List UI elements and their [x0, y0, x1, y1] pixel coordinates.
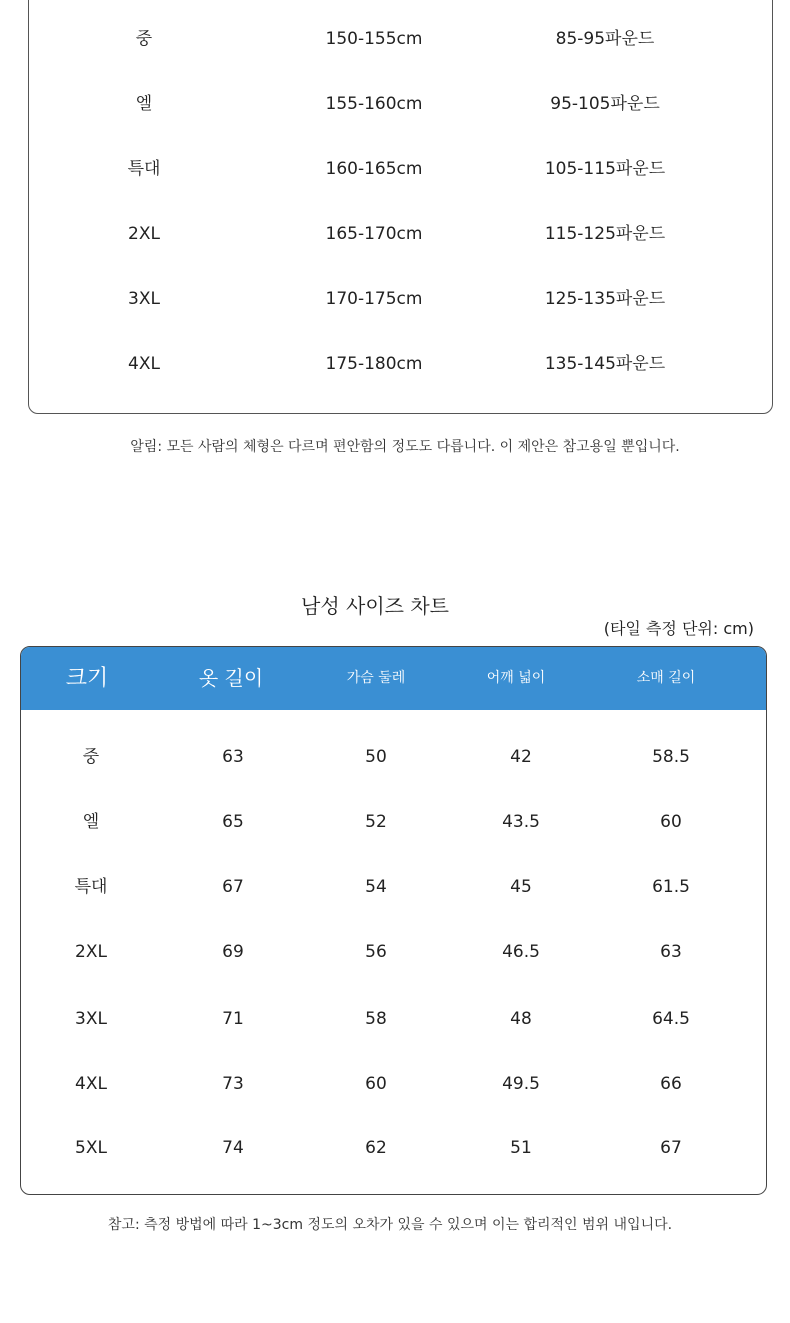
size-cell: 4XL — [75, 1074, 107, 1094]
header-shoulder: 어깨 넓이 — [486, 670, 546, 686]
chart-title: 남성 사이즈 차트 — [301, 594, 449, 618]
table-row — [29, 219, 772, 249]
weight-cell: 95-105파운드 — [550, 94, 660, 114]
table-header — [21, 647, 766, 710]
length-cell: 65 — [222, 812, 244, 832]
header-size: 크기 — [65, 666, 109, 691]
sleeve-cell: 61.5 — [652, 877, 690, 897]
header-length: 옷 길이 — [198, 666, 264, 690]
length-cell: 69 — [222, 942, 244, 962]
table-row — [29, 349, 772, 379]
height-cell: 160-165cm — [325, 159, 423, 179]
weight-cell: 115-125파운드 — [544, 224, 666, 244]
length-cell: 67 — [222, 877, 244, 897]
chest-cell: 60 — [365, 1074, 387, 1094]
table-row — [29, 154, 772, 184]
size-cell: 2XL — [128, 224, 160, 244]
weight-cell: 85-95파운드 — [555, 29, 655, 49]
sleeve-cell: 64.5 — [652, 1009, 690, 1029]
sleeve-cell: 66 — [660, 1074, 682, 1094]
chest-cell: 58 — [365, 1009, 387, 1029]
table-row — [29, 89, 772, 119]
size-cell: 2XL — [75, 942, 107, 962]
table-row — [21, 742, 766, 772]
table-row — [21, 1069, 766, 1099]
size-cell: 4XL — [128, 354, 160, 374]
length-cell: 74 — [222, 1138, 244, 1158]
unit-label: (타일 측정 단위: cm) — [603, 619, 754, 638]
shoulder-cell: 42 — [510, 747, 532, 767]
table-row — [21, 1133, 766, 1163]
size-cell: 엘 — [82, 812, 100, 832]
shoulder-cell: 48 — [510, 1009, 532, 1029]
shoulder-cell: 49.5 — [502, 1074, 540, 1094]
size-cell: 3XL — [128, 289, 160, 309]
shoulder-cell: 51 — [510, 1138, 532, 1158]
size-cell: 3XL — [75, 1009, 107, 1029]
weight-cell: 125-135파운드 — [544, 289, 666, 309]
height-cell: 155-160cm — [325, 94, 423, 114]
table-row — [21, 937, 766, 967]
size-cell: 엘 — [135, 94, 153, 114]
table-row — [29, 284, 772, 314]
chest-cell: 62 — [365, 1138, 387, 1158]
height-cell: 170-175cm — [325, 289, 423, 309]
chest-cell: 56 — [365, 942, 387, 962]
table-row — [21, 872, 766, 902]
weight-cell: 135-145파운드 — [544, 354, 666, 374]
size-cell: 특대 — [74, 877, 108, 897]
table-row — [21, 807, 766, 837]
sleeve-cell: 60 — [660, 812, 682, 832]
sleeve-cell: 67 — [660, 1138, 682, 1158]
weight-cell: 105-115파운드 — [544, 159, 666, 179]
chest-cell: 54 — [365, 877, 387, 897]
height-cell: 175-180cm — [325, 354, 423, 374]
header-chest: 가슴 둘레 — [346, 670, 406, 686]
table-row — [29, 24, 772, 54]
length-cell: 73 — [222, 1074, 244, 1094]
chest-cell: 50 — [365, 747, 387, 767]
height-cell: 165-170cm — [325, 224, 423, 244]
table-row — [21, 1004, 766, 1034]
measurement-note: 참고: 측정 방법에 따라 1~3cm 정도의 오차가 있을 수 있으며 이는 합리적인 범위 내입니다. — [107, 1217, 673, 1233]
size-cell: 중 — [82, 747, 100, 767]
size-cell: 특대 — [127, 159, 161, 179]
fit-notice: 알림: 모든 사람의 체형은 다르며 편안함의 정도도 다릅니다. 이 제안은 참고용일 뿐입니다. — [130, 439, 680, 455]
height-weight-table — [28, 0, 773, 414]
shoulder-cell: 45 — [510, 877, 532, 897]
sleeve-cell: 58.5 — [652, 747, 690, 767]
size-chart-table — [20, 646, 767, 1195]
sleeve-cell: 63 — [660, 942, 682, 962]
length-cell: 71 — [222, 1009, 244, 1029]
header-sleeve: 소매 길이 — [636, 670, 696, 686]
length-cell: 63 — [222, 747, 244, 767]
size-cell: 5XL — [75, 1138, 107, 1158]
chest-cell: 52 — [365, 812, 387, 832]
height-cell: 150-155cm — [325, 29, 423, 49]
size-cell: 중 — [135, 29, 153, 49]
shoulder-cell: 46.5 — [502, 942, 540, 962]
shoulder-cell: 43.5 — [502, 812, 540, 832]
